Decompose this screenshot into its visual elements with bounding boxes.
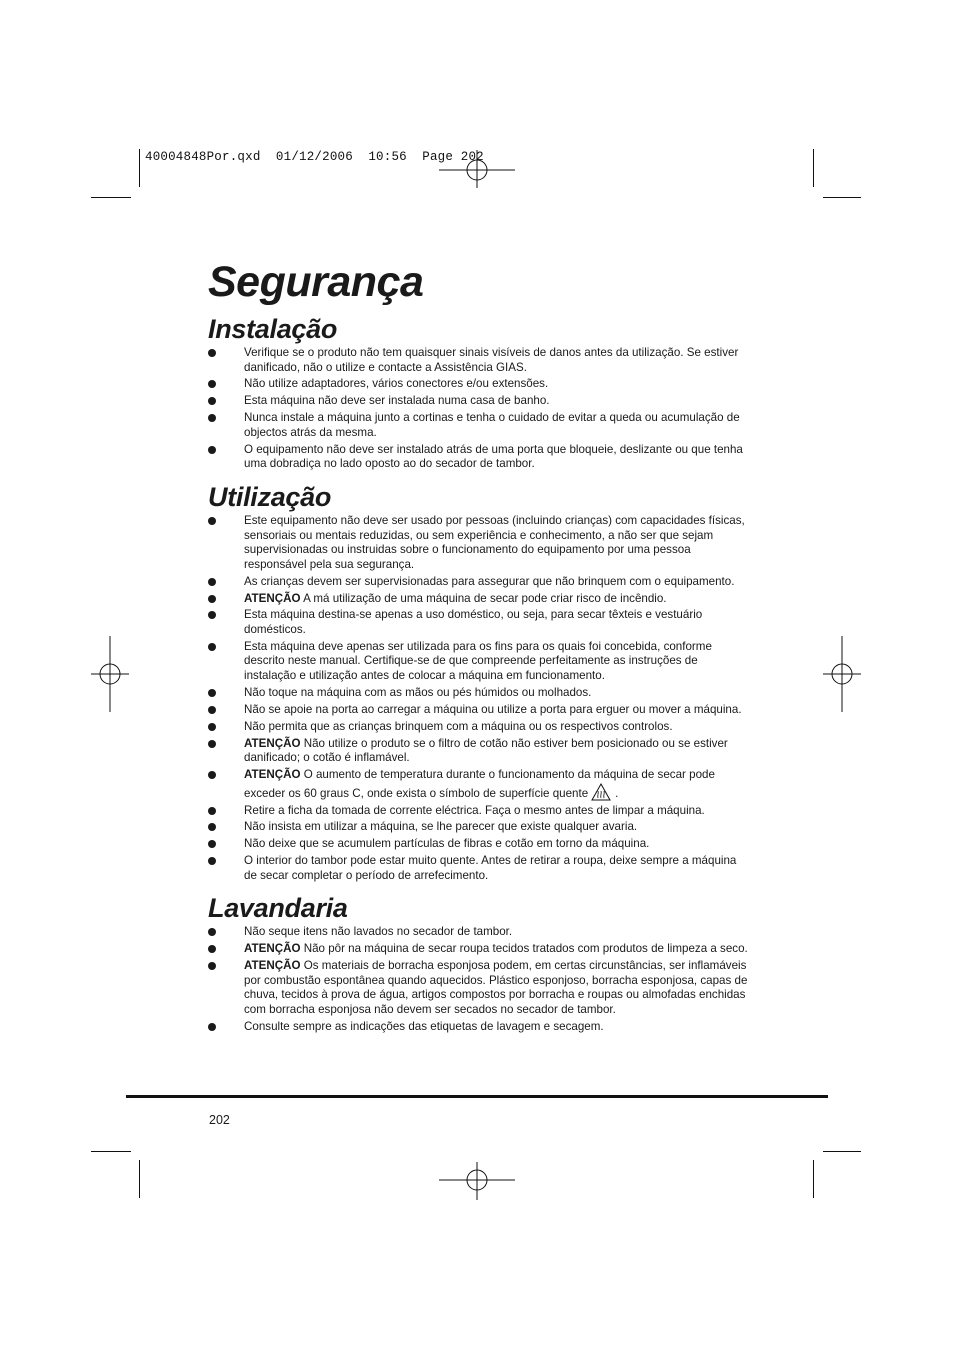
list-item bbox=[208, 575, 748, 590]
bullet-icon bbox=[208, 397, 216, 405]
item-text: Não utilize o produto se o filtro de cotão não estiver bem posicionado ou se estiver danificado; o cotão é inflamável. bbox=[244, 736, 728, 765]
sections-container bbox=[208, 312, 748, 1035]
item-text: Não insista em utilizar a máquina, se lhe parecer que existe qualquer avaria. bbox=[244, 820, 638, 834]
bullet-icon bbox=[208, 446, 216, 454]
item-text: O equipamento não deve ser instalado atrás de uma porta que bloqueie, deslizante ou que tenha uma dobradiça no lado oposto ao do secador de tambor. bbox=[244, 442, 743, 471]
item-text: Os materiais de borracha esponjosa podem, em certas circunstâncias, ser inflamáveis por combustão espontânea quando aquecidos. Plástico esponjoso, borracha esponjosa, capas de chuva, tecidos à prova de água, artigos compostos por borracha e roupas ou almofadas enchidas com borracha esponjosa não devem ser secados no secador de tambor. bbox=[244, 959, 748, 1017]
item-text: Esta máquina deve apenas ser utilizada para os fins para os quais foi concebida, conforme descrito neste manual. Certifique-se de que compreende perfeitamente as instruções de instalação e utilização antes de colocar a máquina em funcionamento. bbox=[244, 639, 712, 683]
item-text: Retire a ficha da tomada de corrente eléctrica. Faça o mesmo antes de limpar a máquina. bbox=[244, 803, 705, 817]
registration-mark-top bbox=[437, 130, 517, 210]
bullet-icon bbox=[208, 857, 216, 865]
item-text: As crianças devem ser supervisionadas para assegurar que não brinquem com o equipamento. bbox=[244, 574, 735, 588]
bullet-icon bbox=[208, 706, 216, 714]
item-text-suffix: . bbox=[615, 786, 619, 800]
list-item bbox=[208, 394, 748, 409]
bullet-icon bbox=[208, 689, 216, 697]
bullet-icon bbox=[208, 928, 216, 936]
item-text: O aumento de temperatura durante o funcionamento da máquina de secar pode exceder os 60 graus C, onde exista o símbolo de superfície quente bbox=[244, 768, 715, 800]
item-text: Nunca instale a máquina junto a cortinas e tenha o cuidado de evitar a queda ou acumulação de objectos atrás da mesma. bbox=[244, 411, 740, 439]
item-text: A má utilização de uma máquina de secar pode criar risco de incêndio. bbox=[303, 591, 667, 605]
item-text: Consulte sempre as indicações das etiquetas de lavagem e secagem. bbox=[244, 1019, 604, 1033]
list-item bbox=[208, 640, 748, 684]
bullet-icon bbox=[208, 771, 216, 779]
page-number: 202 bbox=[209, 1113, 230, 1127]
section-heading: Instalação bbox=[208, 314, 338, 344]
section-heading: Lavandaria bbox=[208, 893, 348, 924]
list-item bbox=[208, 854, 748, 883]
bullet-icon bbox=[208, 414, 216, 422]
list-item bbox=[208, 592, 748, 607]
bullet-icon bbox=[208, 380, 216, 388]
list-item bbox=[208, 737, 748, 766]
registration-mark-right bbox=[802, 634, 882, 714]
crop-mark-top-right-horizontal bbox=[823, 197, 861, 198]
list-item bbox=[208, 346, 748, 375]
list-item bbox=[208, 608, 748, 637]
list-item bbox=[208, 443, 748, 472]
bullet-icon bbox=[208, 807, 216, 815]
crop-mark-bottom-left-vertical bbox=[139, 1160, 140, 1198]
bullet-icon bbox=[208, 962, 216, 970]
warning-label: ATENÇÃO bbox=[244, 591, 301, 605]
crop-mark-top-left-vertical bbox=[139, 149, 140, 187]
footer-rule bbox=[126, 1095, 828, 1098]
list-item bbox=[208, 768, 748, 801]
crop-mark-top-right-vertical bbox=[813, 149, 814, 187]
crop-mark-bottom-right-horizontal bbox=[823, 1151, 861, 1152]
item-text: Não utilize adaptadores, vários conectores e/ou extensões. bbox=[244, 377, 549, 391]
list-item bbox=[208, 925, 748, 940]
section-list bbox=[208, 346, 748, 472]
item-text: Não toque na máquina com as mãos ou pés húmidos ou molhados. bbox=[244, 685, 592, 699]
bullet-icon bbox=[208, 945, 216, 953]
item-text: Esta máquina destina-se apenas a uso doméstico, ou seja, para secar têxteis e vestuário domésticos. bbox=[244, 608, 703, 636]
list-item bbox=[208, 411, 748, 440]
list-item bbox=[208, 837, 748, 852]
item-text: Não pôr na máquina de secar roupa tecidos tratados com produtos de limpeza a seco. bbox=[303, 942, 748, 956]
section-list bbox=[208, 514, 748, 884]
item-text: Verifique se o produto não tem quaisquer sinais visíveis de danos antes da utilização. Se estiver danificado, não o utilize e contacte a Assistência GIAS. bbox=[244, 346, 739, 374]
registration-mark-left bbox=[70, 634, 150, 714]
bullet-icon bbox=[208, 349, 216, 357]
crop-mark-bottom-left-horizontal bbox=[91, 1151, 131, 1152]
bullet-icon bbox=[208, 595, 216, 603]
item-text: Não permita que as crianças brinquem com a máquina ou os respectivos controlos. bbox=[244, 719, 673, 733]
list-item bbox=[208, 820, 748, 835]
list-item bbox=[208, 514, 748, 572]
hot-surface-icon bbox=[591, 783, 611, 801]
list-item bbox=[208, 703, 748, 718]
bullet-icon bbox=[208, 578, 216, 586]
bullet-icon bbox=[208, 740, 216, 748]
warning-label: ATENÇÃO bbox=[244, 942, 301, 956]
section-list bbox=[208, 925, 748, 1034]
crop-mark-top-left-horizontal bbox=[91, 197, 131, 198]
warning-label: ATENÇÃO bbox=[244, 959, 301, 973]
item-text: Esta máquina não deve ser instalada numa casa de banho. bbox=[244, 394, 550, 408]
bullet-icon bbox=[208, 723, 216, 731]
bullet-icon bbox=[208, 840, 216, 848]
print-slug: 40004848Por.qxd 01/12/2006 10:56 Page 202 bbox=[145, 150, 484, 164]
list-item bbox=[208, 959, 748, 1017]
list-item bbox=[208, 377, 748, 392]
crop-mark-bottom-right-vertical bbox=[813, 1160, 814, 1198]
bullet-icon bbox=[208, 1023, 216, 1031]
item-text: O interior do tambor pode estar muito quente. Antes de retirar a roupa, deixe sempre a máquina de secar completar o período de arrefecimento. bbox=[244, 854, 737, 882]
item-text: Este equipamento não deve ser usado por pessoas (incluindo crianças) com capacidades físicas, sensoriais ou mentais reduzidas, ou sem experiência e conhecimento, a não ser que sejam supervisionadas ou instruidas sobre o funcionamento do equipamento por uma pessoa responsável pela sua segurança. bbox=[244, 513, 745, 571]
list-item bbox=[208, 942, 748, 957]
warning-label: ATENÇÃO bbox=[244, 736, 301, 750]
item-text: Não seque itens não lavados no secador de tambor. bbox=[244, 925, 513, 939]
safety-content bbox=[208, 252, 748, 1037]
section-heading: Utilização bbox=[208, 481, 332, 512]
item-text: Não se apoie na porta ao carregar a máquina ou utilize a porta para erguer ou mover a máquina. bbox=[244, 702, 742, 716]
list-item bbox=[208, 720, 748, 735]
registration-mark-bottom bbox=[437, 1140, 517, 1220]
list-item bbox=[208, 686, 748, 701]
list-item bbox=[208, 1020, 748, 1035]
bullet-icon bbox=[208, 823, 216, 831]
warning-label: ATENÇÃO bbox=[244, 768, 301, 782]
bullet-icon bbox=[208, 517, 216, 525]
bullet-icon bbox=[208, 643, 216, 651]
page-title: Segurança bbox=[208, 258, 424, 306]
item-text: Não deixe que se acumulem partículas de fibras e cotão em torno da máquina. bbox=[244, 837, 650, 851]
bullet-icon bbox=[208, 611, 216, 619]
list-item bbox=[208, 804, 748, 819]
